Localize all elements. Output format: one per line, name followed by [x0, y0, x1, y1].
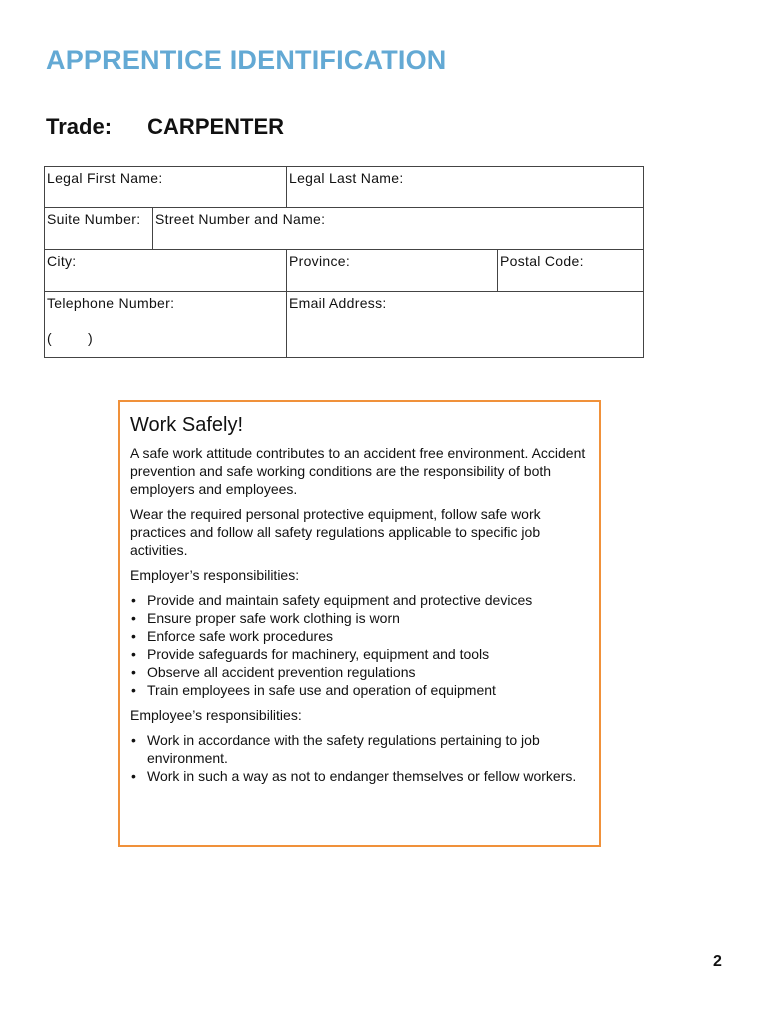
email-field[interactable] — [286, 291, 643, 357]
employee-responsibilities-heading: Employee’s responsibilities: — [130, 707, 302, 723]
trade-value: CARPENTER — [147, 114, 285, 139]
apprentice-form — [44, 166, 644, 358]
city-field[interactable] — [44, 249, 286, 291]
list-item-text: Work in such a way as not to endanger themselves or fellow workers. — [147, 768, 577, 784]
email-label: Email Address: — [289, 295, 387, 311]
bullet-icon: • — [131, 646, 136, 662]
phone-area-close-paren: ) — [88, 330, 93, 346]
employee-responsibilities-list — [130, 731, 589, 785]
street-label: Street Number and Name: — [155, 211, 326, 227]
suite-number-label: Suite Number: — [47, 211, 141, 227]
list-item — [130, 731, 589, 767]
street-field[interactable] — [152, 207, 643, 249]
list-item — [130, 591, 589, 609]
list-item — [130, 627, 589, 645]
telephone-field[interactable] — [44, 291, 286, 357]
list-item — [130, 767, 589, 785]
list-item-text: Provide and maintain safety equipment and protective devices — [147, 592, 533, 608]
employer-responsibilities-heading: Employer’s responsibilities: — [130, 567, 300, 583]
form-border-right — [643, 166, 644, 358]
suite-number-field[interactable] — [44, 207, 152, 249]
bullet-icon: • — [131, 682, 136, 698]
work-safely-heading: Work Safely! — [130, 414, 243, 436]
bullet-icon: • — [131, 592, 136, 608]
bullet-icon: • — [131, 664, 136, 680]
telephone-label: Telephone Number: — [47, 295, 175, 311]
list-item — [130, 645, 589, 663]
list-item-text: Enforce safe work procedures — [147, 628, 333, 644]
phone-area-open-paren: ( — [47, 330, 52, 346]
legal-first-name-field[interactable] — [44, 166, 286, 207]
list-item — [130, 609, 589, 627]
legal-first-name-label: Legal First Name: — [47, 170, 163, 186]
bullet-icon: • — [131, 732, 136, 748]
list-item-text: Train employees in safe use and operation of equipment — [147, 682, 496, 698]
legal-last-name-field[interactable] — [286, 166, 643, 207]
employer-responsibilities-list — [130, 591, 589, 699]
safety-wear-equipment: Wear the required personal protective equipment, follow safe work practices and follow all safety regulations applicable to specific job activities. — [130, 506, 541, 558]
list-item-text: Observe all accident prevention regulations — [147, 664, 416, 680]
page-title: APPRENTICE IDENTIFICATION — [46, 45, 447, 75]
safety-intro: A safe work attitude contributes to an accident free environment. Accident prevention and safe working conditions are the responsibility of both employers and employees. — [130, 445, 586, 497]
bullet-icon: • — [131, 610, 136, 626]
postal-code-field[interactable] — [497, 249, 643, 291]
city-label: City: — [47, 253, 77, 269]
trade-row — [46, 114, 284, 140]
list-item-text: Provide safeguards for machinery, equipment and tools — [147, 646, 490, 662]
trade-label: Trade: — [46, 114, 113, 139]
form-border-bottom — [44, 357, 644, 358]
work-safely-box — [118, 400, 601, 847]
legal-last-name-label: Legal Last Name: — [289, 170, 404, 186]
bullet-icon: • — [131, 768, 136, 784]
province-field[interactable] — [286, 249, 497, 291]
list-item — [130, 663, 589, 681]
postal-code-label: Postal Code: — [500, 253, 584, 269]
bullet-icon: • — [131, 628, 136, 644]
province-label: Province: — [289, 253, 351, 269]
list-item-text: Work in accordance with the safety regulations pertaining to job environment. — [147, 732, 540, 766]
list-item-text: Ensure proper safe work clothing is worn — [147, 610, 400, 626]
list-item — [130, 681, 589, 699]
page-number: 2 — [713, 953, 722, 970]
